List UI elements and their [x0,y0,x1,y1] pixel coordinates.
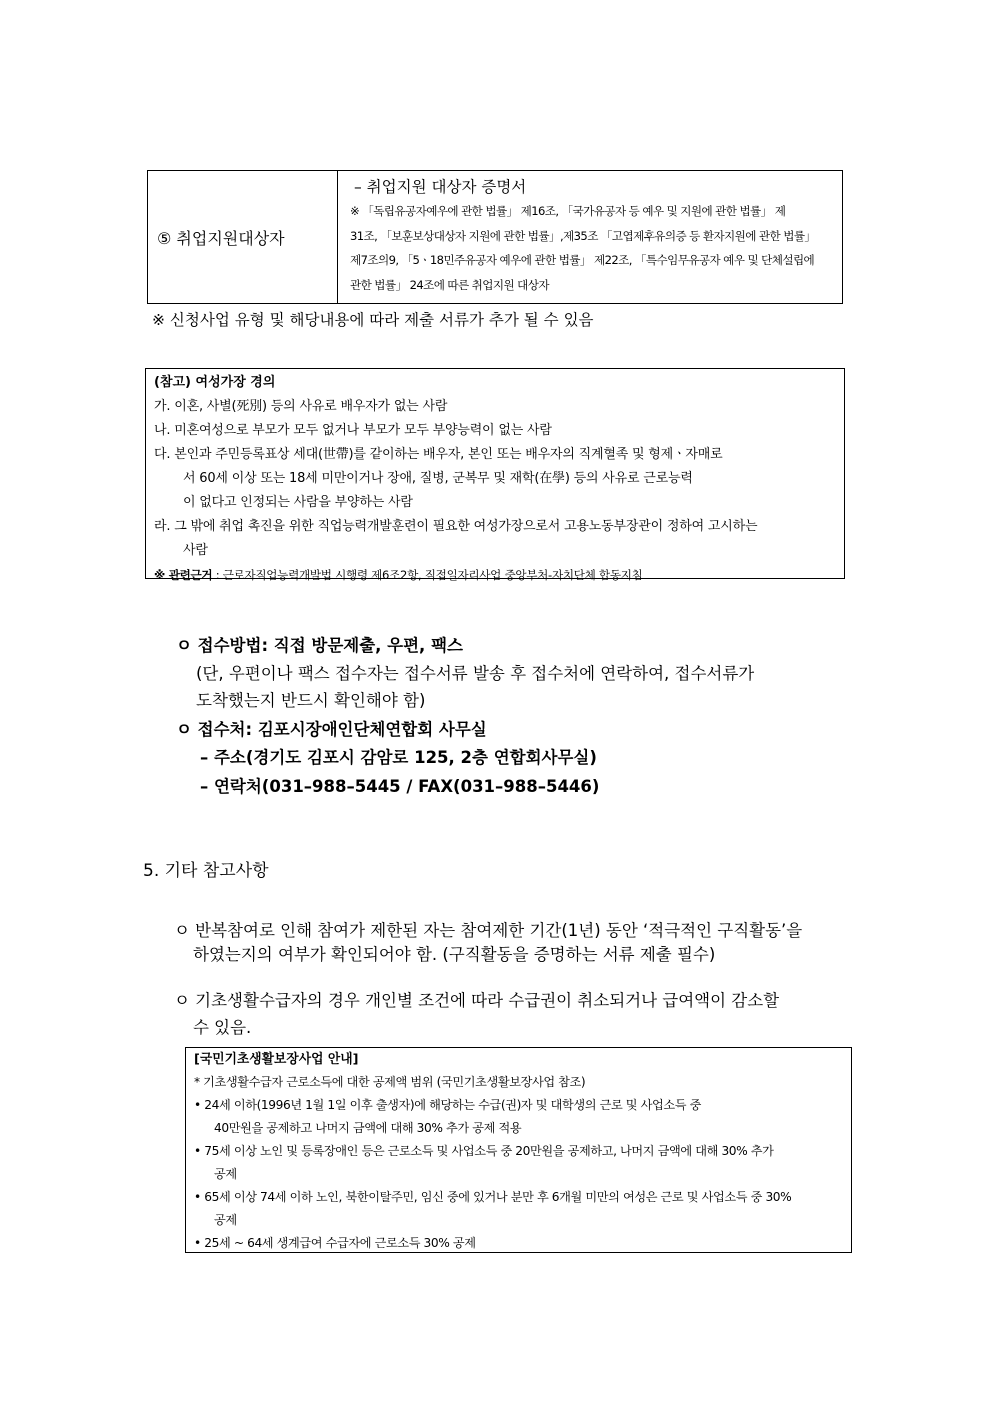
note-line: ※ 「독립유공자예우에 관한 법률」 제16조, 「국가유공자 등 예우 및 지원에 관한 법률」 제 [350,204,786,218]
section-heading: 5. 기타 참고사항 [143,861,269,881]
reference-item: 다. 본인과 주민등록표상 세대(世帶)를 같이하는 배우자, 본인 또는 배우자의 직계혈족 및 형제ㆍ자매로 [154,447,723,462]
nbls-item: • 65세 이상 74세 이하 노인, 북한이탈주민, 임신 중에 있거나 분만 후 6개월 미만의 여성은 근로 및 사업소득 중 30% [194,1190,792,1204]
nbls-item: 공제 [214,1213,237,1227]
nbls-item: • 75세 이상 노인 및 등록장애인 등은 근로소득 및 사업소득 중 20만원을 공제하고, 나머지 금액에 대해 30% 추가 [194,1144,774,1158]
note-line: 관한 법률」 24조에 따른 취업지원 대상자 [350,277,549,292]
additional-documents-note: ※ 신청사업 유형 및 해당내용에 따라 제출 서류가 추가 될 수 있음 [152,311,594,329]
reception-contact: – 연락처(031–988–5445 / FAX(031–988–5446) [200,777,600,796]
reference-item: 서 60세 이상 또는 18세 미만이거나 장애, 질병, 군복무 및 재학(在學) 등의 사유로 근로능력 [183,471,693,486]
reference-item: 가. 이혼, 사별(死別) 등의 사유로 배우자가 없는 사람 [154,399,448,414]
nbls-item: • 25세 ~ 64세 생계급여 수급자에 근로소득 30% 공제 [194,1236,476,1250]
requirement-table [147,170,843,304]
table-label-cell: ⑤ 취업지원대상자 [148,171,338,303]
reference-box [145,368,845,582]
reception-method-note: (단, 우편이나 팩스 접수자는 접수서류 발송 후 접수처에 연락하여, 접수서류가 [196,664,755,683]
paragraph-line: 수 있음. [193,1018,252,1037]
note-line: 31조, 「보훈보상대상자 지원에 관한 법률」,제35조 「고엽제후유의증 등 환자지원에 관한 법률」 [350,228,816,243]
reference-item: 이 없다고 인정되는 사람을 부양하는 사람 [183,495,413,510]
basis-label: ※ 관련근거 [154,568,213,582]
nbls-title: [국민기초생활보장사업 안내] [194,1052,359,1067]
nbls-info-box [185,1047,852,1253]
reference-item: 나. 미혼여성으로 부모가 모두 없거나 부모가 모두 부양능력이 없는 사람 [154,423,552,438]
reference-basis [154,563,836,587]
nbls-subtitle: * 기초생활수급자 근로소득에 대한 공제액 범위 (국민기초생활보장사업 참조) [194,1075,586,1089]
reference-item: 사람 [183,543,208,558]
nbls-item: • 24세 이하(1996년 1월 1일 이후 출생자)에 해당하는 수급(권)자 및 대학생의 근로 및 사업소득 중 [194,1098,701,1112]
paragraph-line: ㅇ 반복참여로 인해 참여가 제한된 자는 참여제한 기간(1년) 동안 ‘적극적인 구직활동’을 [174,921,803,940]
table-cell-notes [350,199,834,297]
nbls-item: 공제 [214,1167,237,1181]
reception-method: ㅇ 접수방법: 직접 방문제출, 우편, 팩스 [176,636,463,655]
nbls-item: 40만원을 공제하고 나머지 금액에 대해 30% 추가 공제 적용 [214,1121,522,1135]
paragraph-line: 하였는지의 여부가 확인되어야 함. (구직활동을 증명하는 서류 제출 필수) [193,945,716,964]
table-content-cell [338,171,842,303]
reference-item: 라. 그 밖에 취업 촉진을 위한 직업능력개발훈련이 필요한 여성가장으로서 고용노동부장관이 정하여 고시하는 [154,519,758,534]
reception-method-note: 도착했는지 반드시 확인해야 함) [196,691,426,710]
note-line: 제7조의9, 「5ㆍ18민주유공자 예우에 관한 법률」 제22조, 「특수임무유공자 예우 및 단체설립에 [350,253,815,267]
basis-text: : 근로자직업능력개발법 시행령 제6조2항, 직접일자리사업 중앙부처-자치단체 합동지침 [212,568,643,582]
reception-place: ㅇ 접수처: 김포시장애인단체연합회 사무실 [176,720,487,739]
table-cell-title: – 취업지원 대상자 증명서 [354,178,527,196]
reception-address: – 주소(경기도 김포시 감암로 125, 2층 연합회사무실) [200,748,597,767]
reference-title: (참고) 여성가장 경의 [154,375,276,390]
paragraph-line: ㅇ 기초생활수급자의 경우 개인별 조건에 따라 수급권이 취소되거나 급여액이 감소할 [174,991,780,1010]
